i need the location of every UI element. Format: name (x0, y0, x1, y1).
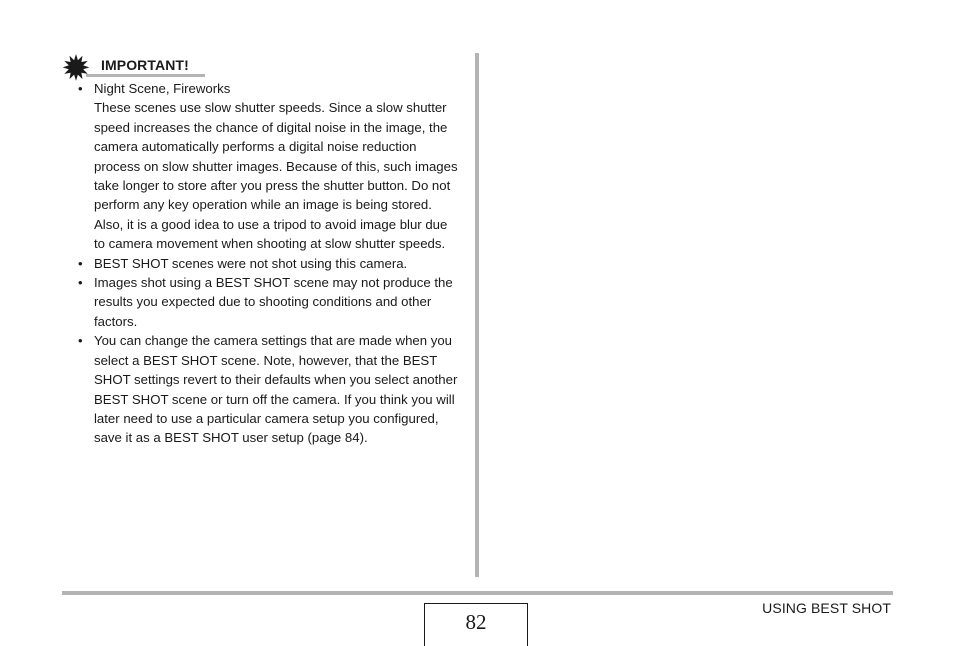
bullet-text: These scenes use slow shutter speeds. Since a slow shutter speed increases the chance of digital noise in the image, the camera automatically performs a digital noise reduction process on slow shutter images. Because of this, such images take longer to store after you press the shutter button. Do not perform any key operation while an image is being stored. Also, it is a good idea to use a tripod to avoid image blur due to camera movement when shooting at slow shutter speeds. (94, 100, 458, 252)
important-underline (86, 74, 205, 77)
bullet-text: Images shot using a BEST SHOT scene may not produce the results you expected due to shooting conditions and other factors. (94, 275, 453, 329)
bullet-text: You can change the camera settings that are made when you select a BEST SHOT scene. Note, however, that the BEST SHOT settings revert to their defaults when you select another BEST SHOT scene or turn off the camera. If you think you will later need to use a particular camera setup you configured, save it as a BEST SHOT user setup (page 84). (94, 333, 458, 446)
important-label: IMPORTANT! (101, 57, 189, 73)
bullet-dot: • (78, 333, 83, 349)
column-divider (475, 53, 479, 577)
important-notice-header (62, 53, 207, 79)
bullet-text: BEST SHOT scenes were not shot using this camera. (94, 255, 408, 271)
footer-rule (62, 591, 893, 595)
page-number: 82 (465, 610, 487, 634)
list-item (78, 79, 460, 254)
page-number-box (424, 603, 528, 646)
bullet-dot: • (78, 81, 83, 96)
important-bullet-list (78, 79, 460, 448)
list-item (78, 331, 460, 447)
list-item (78, 254, 460, 273)
list-item (78, 273, 460, 331)
bullet-title: Night Scene, Fireworks (94, 81, 231, 96)
section-title: USING BEST SHOT (762, 600, 891, 616)
bullet-dot: • (78, 255, 83, 271)
bullet-dot: • (78, 275, 83, 291)
